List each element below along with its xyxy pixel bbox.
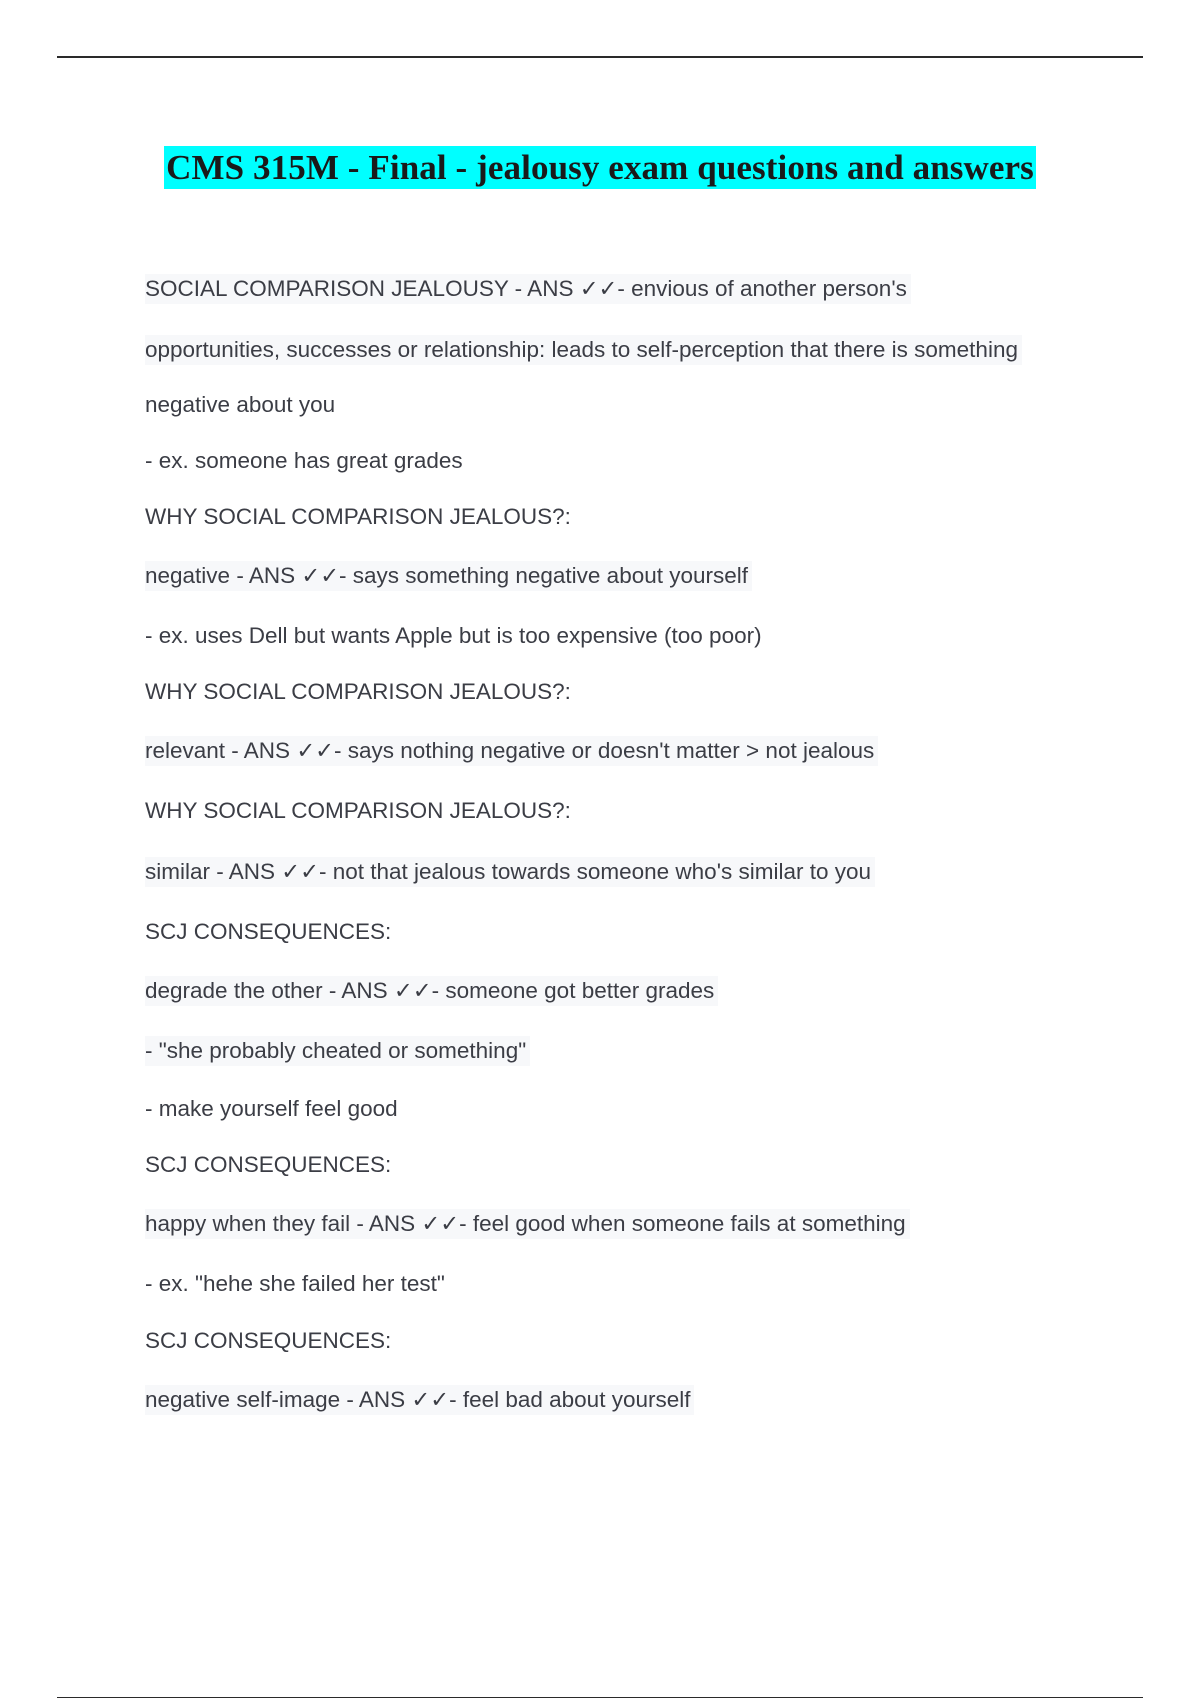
- text-line: similar - ANS ✓✓- not that jealous towards someone who's similar to you: [145, 857, 875, 887]
- text-line: SCJ CONSEQUENCES:: [145, 919, 392, 944]
- bottom-rule: [57, 1697, 1143, 1698]
- text-line: - "she probably cheated or something": [145, 1036, 530, 1066]
- text-line: SOCIAL COMPARISON JEALOUSY - ANS ✓✓- envious of another person's: [145, 274, 911, 304]
- title-container: [0, 146, 1200, 189]
- text-line: relevant - ANS ✓✓- says nothing negative or doesn't matter > not jealous: [145, 736, 878, 766]
- text-line: WHY SOCIAL COMPARISON JEALOUS?:: [145, 679, 571, 704]
- text-line: negative about you: [145, 392, 336, 417]
- top-rule: [57, 56, 1143, 58]
- text-line: - make yourself feel good: [145, 1096, 398, 1121]
- document-title: CMS 315M - Final - jealousy exam questions and answers: [166, 148, 1034, 187]
- text-line: - ex. someone has great grades: [145, 448, 463, 473]
- text-line: - ex. uses Dell but wants Apple but is too expensive (too poor): [145, 623, 762, 648]
- text-line: SCJ CONSEQUENCES:: [145, 1152, 392, 1177]
- text-line: WHY SOCIAL COMPARISON JEALOUS?:: [145, 504, 571, 529]
- text-line: happy when they fail - ANS ✓✓- feel good when someone fails at something: [145, 1209, 910, 1239]
- text-line: degrade the other - ANS ✓✓- someone got better grades: [145, 976, 718, 1006]
- text-line: SCJ CONSEQUENCES:: [145, 1328, 392, 1353]
- text-line: opportunities, successes or relationship: leads to self-perception that there is something: [145, 335, 1022, 365]
- text-line: negative - ANS ✓✓- says something negative about yourself: [145, 561, 752, 591]
- text-line: negative self-image - ANS ✓✓- feel bad about yourself: [145, 1385, 694, 1415]
- text-line: - ex. "hehe she failed her test": [145, 1271, 445, 1296]
- text-line: WHY SOCIAL COMPARISON JEALOUS?:: [145, 798, 571, 823]
